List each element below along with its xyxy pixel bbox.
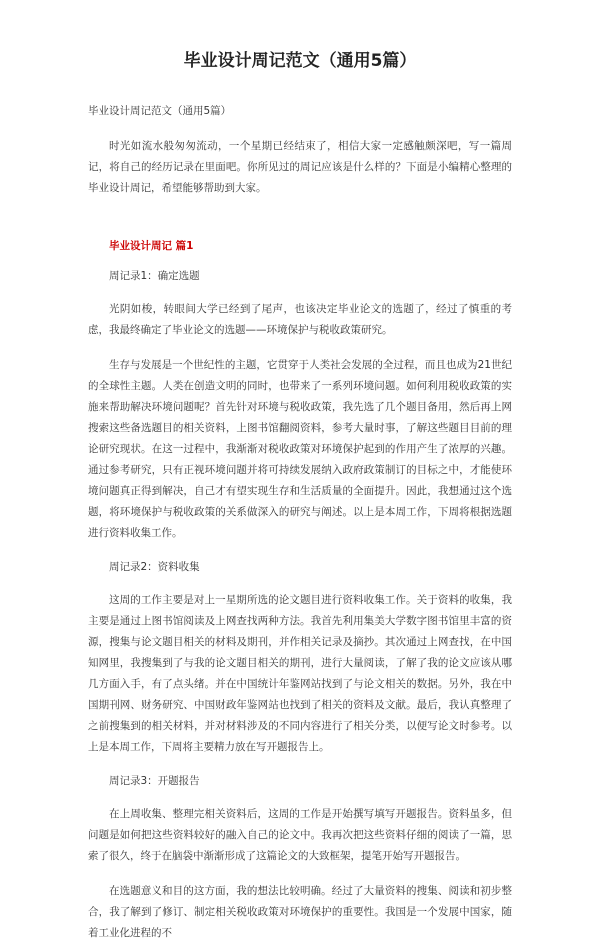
record-label: 周记录1：确定选题: [109, 270, 200, 282]
record-label: 周记录3：开题报告: [109, 775, 200, 787]
record-label: 周记录2：资料收集: [109, 561, 200, 573]
record-paragraph: 生存与发展是一个世纪性的主题，它贯穿于人类社会发展的全过程，而且也成为21世纪的全球性主题。人类在创造文明的同时，也带来了一系列环境问题。如何利用税收政策的实施来帮助解决环境问题呢？首先针对环境与税收政策，我先选了几个题目备用，然后再上网搜索这些备选题目的相关资料，上图书馆翻阅资料，参考大量时事，了解这些题目目前的理论研究现状。在这一过程中，我渐渐对税收政策对环境保护起到的作用产生了浓厚的兴趣。通过参考研究，只有正视环境问题并将可持续发展纳入政府政策制订的目标之中，才能使环境问题真正得到解决，自己才有望实现生存和生活质量的全面提升。因此，我想通过这个选题，将环境保护与税收政策的关系做深入的研究与阐述。以上是本周工作，下周将根据选题进行资料收集工作。: [88, 359, 512, 539]
intro-paragraph: 时光如流水般匆匆流动，一个星期已经结束了，相信大家一定感触颇深吧，写一篇周记，将自己的经历记录在里面吧。你所见过的周记应该是什么样的？下面是小编精心整理的毕业设计周记，希望能够帮助到大家。: [88, 140, 512, 194]
page-title: 毕业设计周记范文（通用5篇）: [183, 51, 417, 71]
record-paragraph: 光阴如梭，转眼间大学已经到了尾声，也该决定毕业论文的选题了，经过了慎重的考虑，我最终确定了毕业论文的选题——环境保护与税收政策研究。: [88, 303, 512, 336]
section-heading: 毕业设计周记 篇1: [109, 240, 194, 252]
record-paragraph: 在上周收集、整理完相关资料后，这周的工作是开始撰写填写开题报告。资料虽多，但问题是如何把这些资料较好的融入自己的论文中。我再次把这些资料仔细的阅读了一篇，思索了很久，终于在脑袋中渐渐形成了这篇论文的大致框架，提笔开始写开题报告。: [88, 808, 512, 862]
subtitle: 毕业设计周记范文（通用5篇）: [88, 105, 232, 117]
record-paragraph: 这周的工作主要是对上一星期所选的论文题目进行资料收集工作。关于资料的收集，我主要是通过上图书馆阅读及上网查找两种方法。我首先利用集美大学数字图书馆里丰富的资源，搜集与论文题目相关的材料及期刊，并作相关记录及摘抄。其次通过上网查找，在中国知网里，我搜集到了与我的论文题目相关的期刊，进行大量阅读，了解了我的论文应该从哪几方面入手，有了点头绪。并在中国统计年鉴网站找到了与论文相关的数据。另外，我在中国期刊网、财务研究、中国财政年鉴网站也找到了相关的资料及文献。最后，我认真整理了之前搜集到的相关材料，并对材料涉及的不同内容进行了相关分类，以便写论文时参考。以上是本周工作，下周将主要精力放在写开题报告上。: [88, 594, 512, 753]
record-paragraph: 在选题意义和目的这方面，我的想法比较明确。经过了大量资料的搜集、阅读和初步整合，我了解到了修订、制定相关税收政策对环境保护的重要性。我国是一个发展中国家，随着工业化进程的不: [88, 885, 512, 939]
